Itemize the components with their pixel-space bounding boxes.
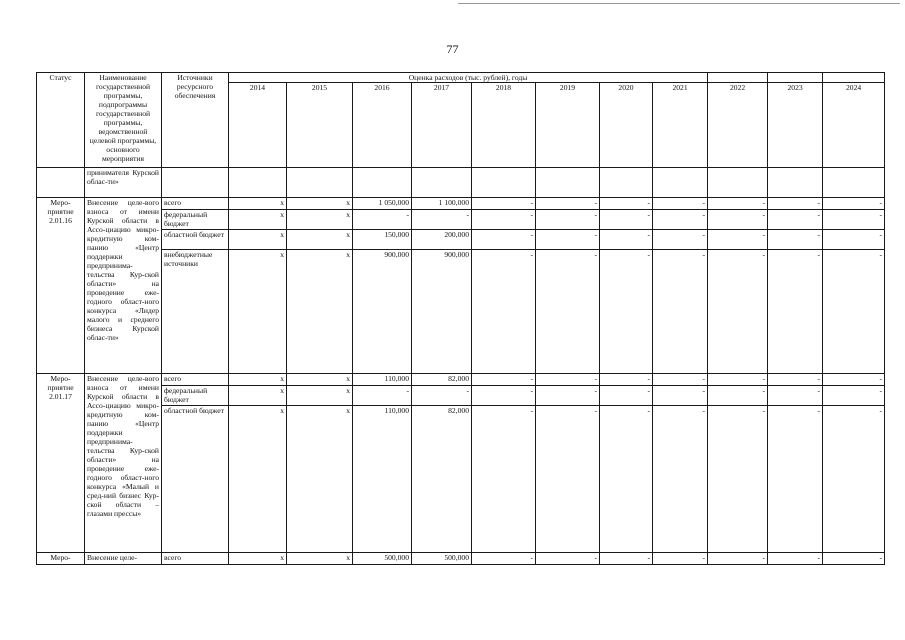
value-cell-2020: - [600,250,653,374]
value-cell-2014: х [229,406,287,553]
value-cell-2020: - [600,386,653,406]
value-cell-2023: - [768,374,823,386]
value-cell-2014: х [229,250,287,374]
value-cell-2018: - [472,386,536,406]
continuation-cell [229,168,287,198]
funding-source: федеральный бюджет [162,386,229,406]
table-row [37,386,885,406]
value-cell-2021: - [653,210,708,230]
continuation-cell [287,168,353,198]
continuation-cell [600,168,653,198]
value-cell-2020: - [600,198,653,210]
value-cell-2018: - [472,210,536,230]
continuation-cell [353,168,412,198]
value-cell-2019: - [536,230,600,250]
value-cell-2016: - [353,210,412,230]
value-cell-2014: х [229,374,287,386]
value-cell-2022: - [708,230,768,250]
value-cell-2022: - [708,198,768,210]
header-source: Источники ресурсного обеспечения [162,73,229,168]
value-cell-2019: - [536,250,600,374]
value-cell-2024: - [823,230,885,250]
value-cell-2018: - [472,198,536,210]
header-year-2016: 2016 [353,83,412,168]
value-cell-2016: 150,000 [353,230,412,250]
value-cell-2019: - [536,386,600,406]
value-cell-2015: х [287,386,353,406]
header-rule [458,3,900,4]
value-cell-2018: - [472,230,536,250]
measure-name: Внесение целе- [85,553,162,565]
value-cell-2023: - [768,250,823,374]
value-cell-2020: - [600,553,653,565]
value-cell-2018: - [472,250,536,374]
value-cell-2017: 82,000 [412,374,472,386]
value-cell-2016: 110,000 [353,406,412,553]
header-year-2022: 2022 [708,83,768,168]
value-cell-2023: - [768,210,823,230]
value-cell-2019: - [536,198,600,210]
value-cell-2017: - [412,386,472,406]
table-row [37,374,885,386]
funding-source: областной бюджет [162,406,229,553]
value-cell-2014: х [229,210,287,230]
measure-name: Внесение целе-вого взноса от имени Курской области в Ассо-циацию микро-кредитную ком-панию «Центр поддержки предпринима-тельства Кур-ской области» на проведение еже-годного област-ного конкурса «Малый и сред-ний бизнес Кур-ской области – глазами прессы» [85,374,162,553]
value-cell-2024: - [823,406,885,553]
value-cell-2016: 500,000 [353,553,412,565]
header-year-2018: 2018 [472,83,536,168]
value-cell-2016: 1 050,000 [353,198,412,210]
continuation-cell [412,168,472,198]
value-cell-2024: - [823,198,885,210]
value-cell-2015: х [287,210,353,230]
value-cell-2014: х [229,198,287,210]
funding-source: федеральный бюджет [162,210,229,230]
value-cell-2018: - [472,374,536,386]
value-cell-2022: - [708,250,768,374]
value-cell-2015: х [287,553,353,565]
header-group-extra-2 [768,73,823,83]
header-year-2017: 2017 [412,83,472,168]
measure-status: Меро- [37,553,85,565]
value-cell-2017: 900,000 [412,250,472,374]
value-cell-2021: - [653,553,708,565]
continuation-name: принимателя Курской облас-ти» [85,168,162,198]
value-cell-2023: - [768,553,823,565]
value-cell-2019: - [536,210,600,230]
value-cell-2024: - [823,210,885,230]
value-cell-2016: - [353,386,412,406]
value-cell-2021: - [653,386,708,406]
value-cell-2022: - [708,553,768,565]
value-cell-2014: х [229,230,287,250]
funding-source: областной бюджет [162,230,229,250]
value-cell-2022: - [708,374,768,386]
table-row [37,210,885,230]
continuation-cell [472,168,536,198]
value-cell-2018: - [472,406,536,553]
value-cell-2023: - [768,230,823,250]
value-cell-2015: х [287,250,353,374]
header-expenses-group: Оценка расходов (тыс. рублей), годы [229,73,708,83]
value-cell-2017: - [412,210,472,230]
measure-status: Меро-приятие 2.01.17 [37,374,85,553]
value-cell-2024: - [823,386,885,406]
value-cell-2017: 1 100,000 [412,198,472,210]
header-year-2019: 2019 [536,83,600,168]
header-year-2021: 2021 [653,83,708,168]
header-name: Наименование государственной программы, подпрограммы государственной программы, ведомственной целевой программы, основного мероприятия [85,73,162,168]
value-cell-2024: - [823,553,885,565]
continuation-cell [653,168,708,198]
value-cell-2020: - [600,210,653,230]
header-group-extra-3 [823,73,885,83]
value-cell-2017: 500,000 [412,553,472,565]
value-cell-2021: - [653,406,708,553]
header-group-extra-1 [708,73,768,83]
continuation-cell [823,168,885,198]
value-cell-2015: х [287,374,353,386]
continuation-row [37,168,885,198]
value-cell-2022: - [708,386,768,406]
value-cell-2015: х [287,230,353,250]
continuation-source [162,168,229,198]
value-cell-2023: - [768,406,823,553]
table-row [37,406,885,553]
funding-source: всего [162,553,229,565]
value-cell-2015: х [287,198,353,210]
measure-name: Внесение целе-вого взноса от имени Курской области в Ассо-циацию микро-кредитную ком-панию «Центр поддержки предпринима-тельства Кур-ской области» на проведение еже-годного област-ного конкурса «Лидер малого и среднего бизнеса Курской облас-ти» [85,198,162,374]
value-cell-2020: - [600,374,653,386]
value-cell-2022: - [708,210,768,230]
value-cell-2021: - [653,230,708,250]
continuation-cell [768,168,823,198]
value-cell-2024: - [823,374,885,386]
value-cell-2016: 110,000 [353,374,412,386]
value-cell-2019: - [536,406,600,553]
header-year-2023: 2023 [768,83,823,168]
value-cell-2015: х [287,406,353,553]
table-row [37,250,885,374]
value-cell-2021: - [653,250,708,374]
header-year-2015: 2015 [287,83,353,168]
table-row [37,230,885,250]
value-cell-2020: - [600,230,653,250]
value-cell-2017: 200,000 [412,230,472,250]
header-status: Статус [37,73,85,168]
value-cell-2022: - [708,406,768,553]
table-row [37,198,885,210]
continuation-status [37,168,85,198]
value-cell-2019: - [536,553,600,565]
value-cell-2023: - [768,198,823,210]
value-cell-2023: - [768,386,823,406]
value-cell-2018: - [472,553,536,565]
header-year-2020: 2020 [600,83,653,168]
continuation-cell [536,168,600,198]
funding-source: всего [162,198,229,210]
value-cell-2019: - [536,374,600,386]
value-cell-2014: х [229,553,287,565]
measure-status: Меро-приятие 2.01.16 [37,198,85,374]
header-year-2024: 2024 [823,83,885,168]
value-cell-2017: 82,000 [412,406,472,553]
value-cell-2016: 900,000 [353,250,412,374]
continuation-cell [708,168,768,198]
value-cell-2021: - [653,374,708,386]
header-row-top [37,73,885,83]
table-row [37,553,885,565]
funding-source: внебюджетные источники [162,250,229,374]
funding-source: всего [162,374,229,386]
page-number: 77 [446,42,459,56]
value-cell-2014: х [229,386,287,406]
value-cell-2020: - [600,406,653,553]
value-cell-2024: - [823,250,885,374]
header-year-2014: 2014 [229,83,287,168]
value-cell-2021: - [653,198,708,210]
budget-table [36,72,885,565]
